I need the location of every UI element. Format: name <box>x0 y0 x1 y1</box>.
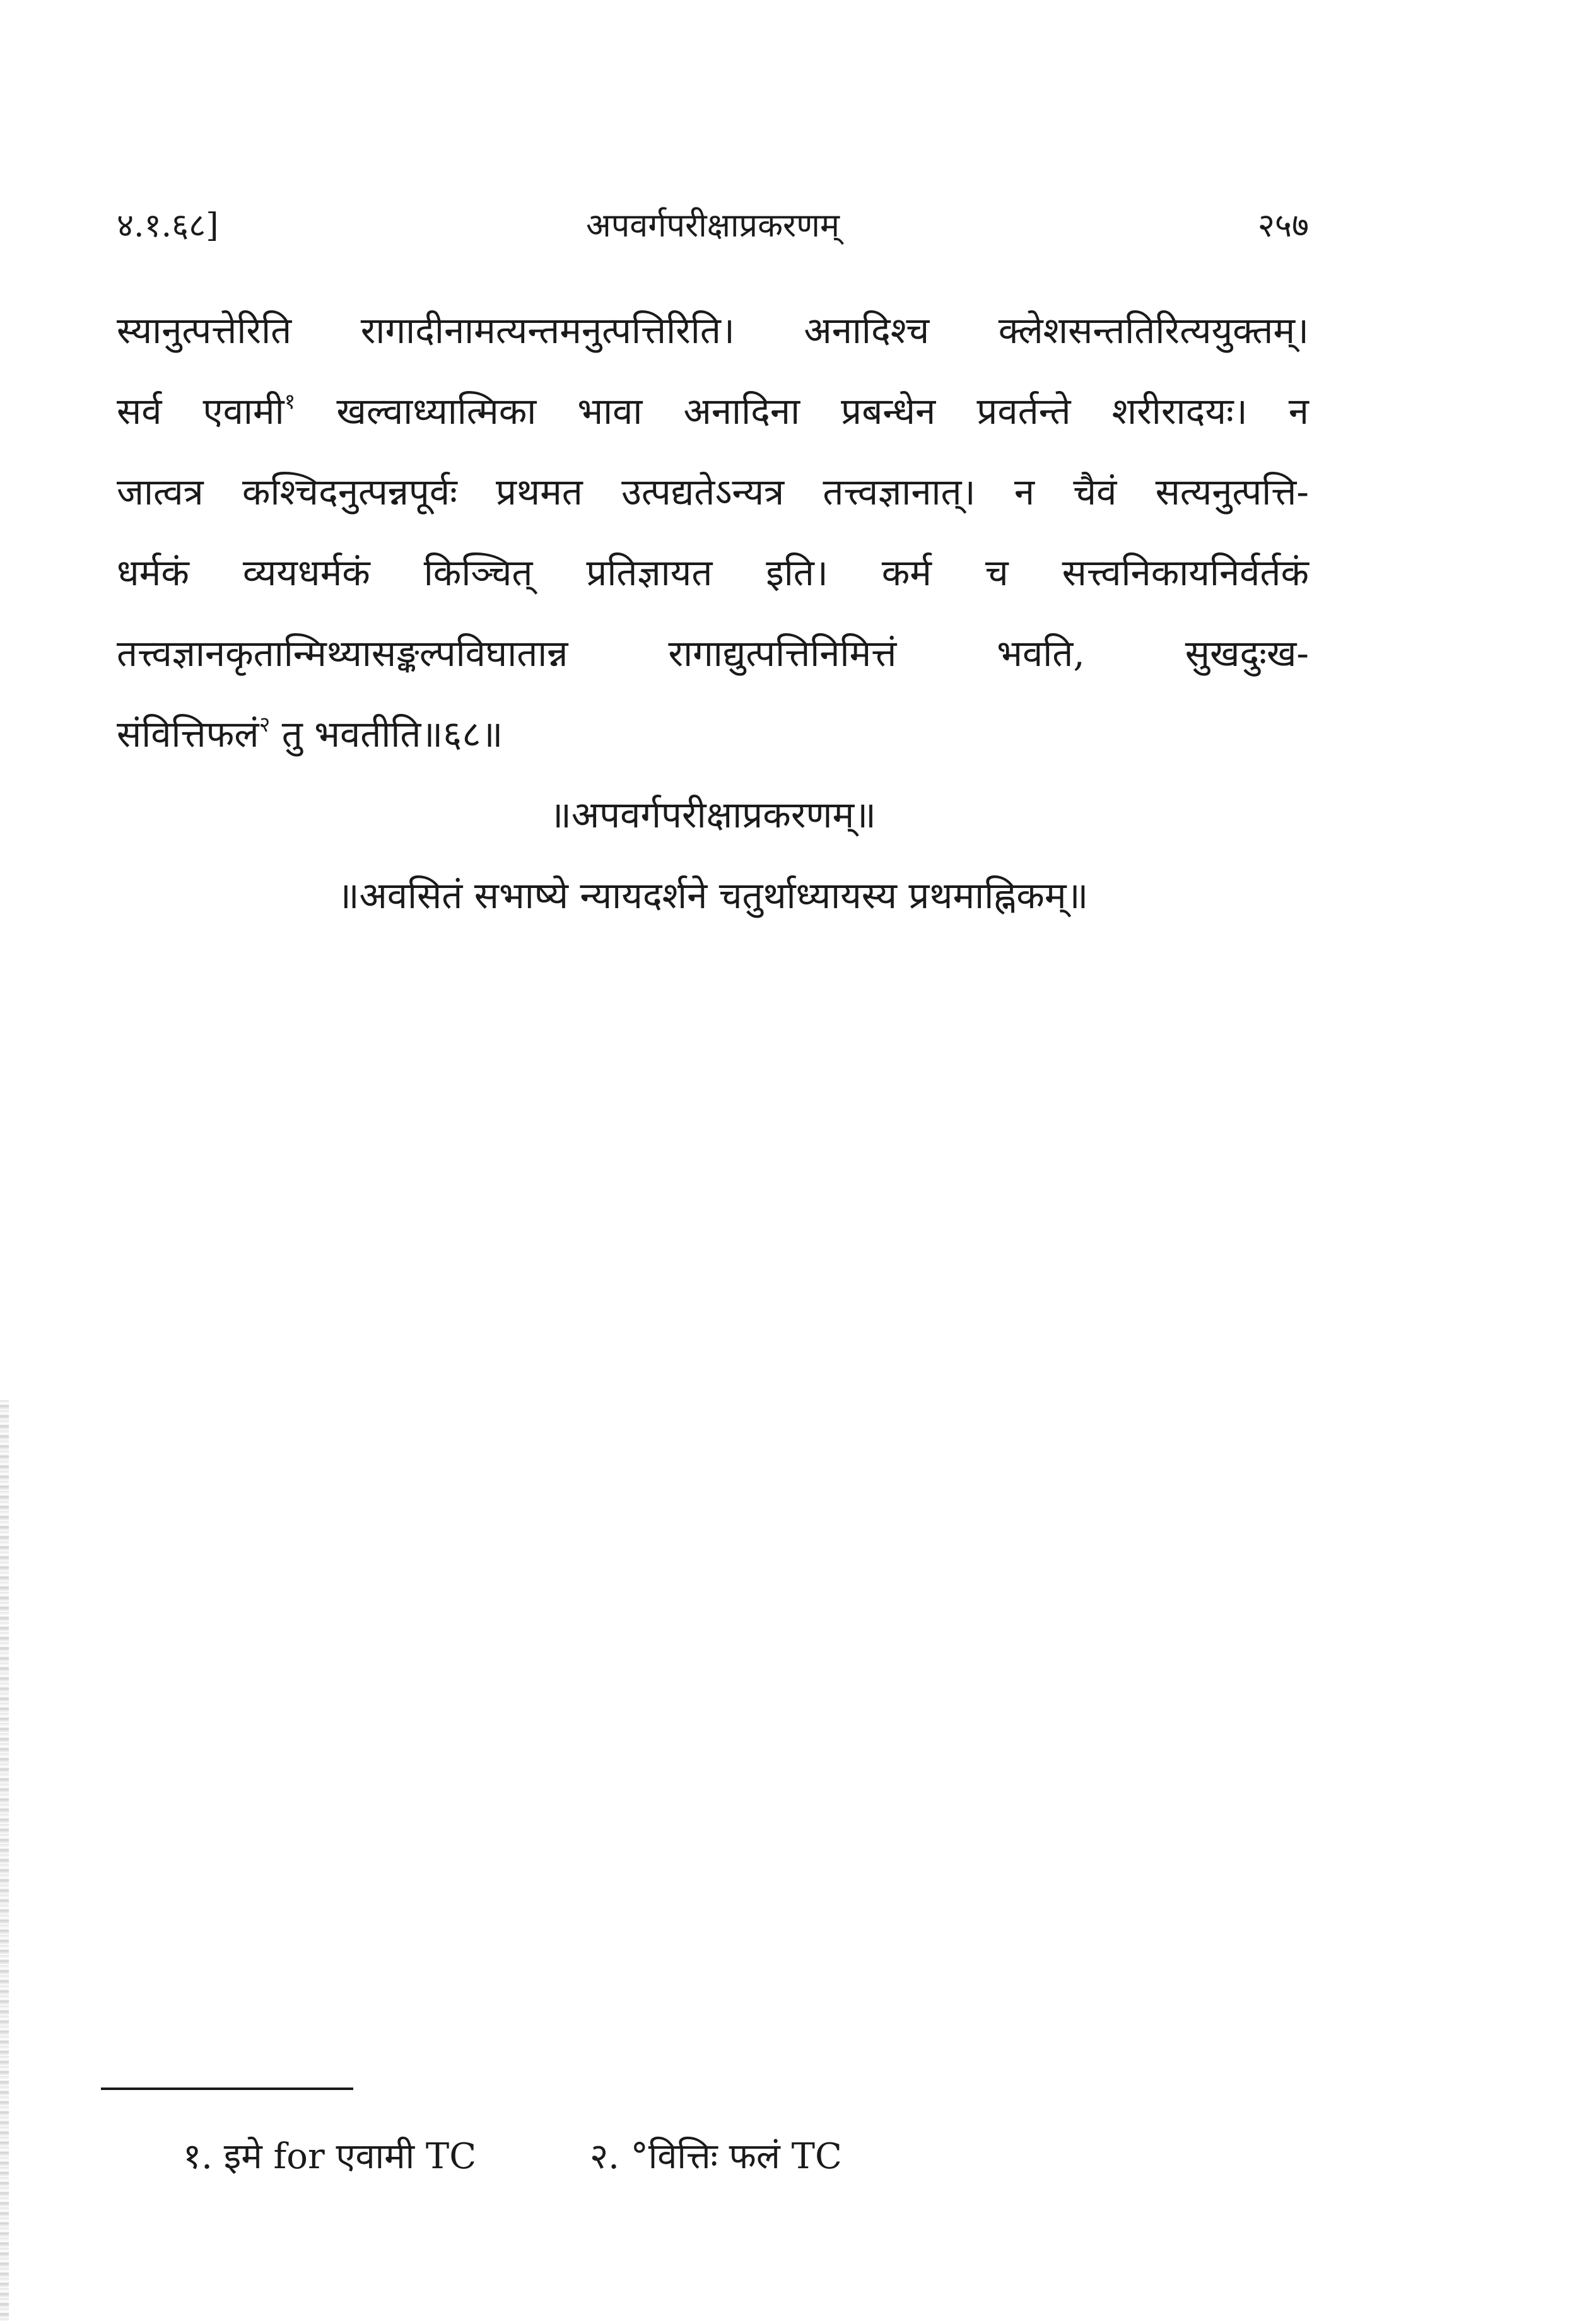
text-line-6-start: संवित्तिफलं <box>117 713 259 756</box>
verse-reference: ४.१.६८] <box>117 207 219 245</box>
chapter-end-title: ॥अवसितं सभाष्ये न्यायदर्शने चतुर्थाध्यायस्य प्रथमाह्निकम्॥ <box>337 874 1089 917</box>
text-line-6-end: तु भवतीति॥६८॥ <box>270 713 503 756</box>
scan-edge-artifact <box>0 1400 9 2321</box>
running-header <box>117 201 1309 251</box>
footnotes <box>183 2132 842 2182</box>
text-line-5: तत्त्वज्ञानकृतान्मिथ्यासङ्कल्पविघातान्न रागाद्युत्पत्तिनिमित्तं भवति, सुखदुःख- <box>117 632 1309 675</box>
footnote-marker-1: १ <box>284 388 296 414</box>
text-line-4: धर्मकं व्ययधर्मकं किञ्चित् प्रतिज्ञायत इति। कर्म च सत्त्वनिकायनिर्वर्तकं <box>117 551 1309 594</box>
footnote-1: १. इमे for एवामी TC <box>183 2136 477 2177</box>
text-line-2 <box>117 371 1309 452</box>
text-line-2-start: सर्व एवामी <box>117 390 284 433</box>
text-line-3: जात्वत्र कश्चिदनुत्पन्नपूर्वः प्रथमत उत्पद्यतेऽन्यत्र तत्त्वज्ञानात्। न चैवं सत्यनुत्पत्ति- <box>117 470 1309 513</box>
text-line-2-end: खल्वाध्यात्मिका भावा अनादिना प्रबन्धेन प्रवर्तन्ते शरीरादयः। न <box>295 390 1309 433</box>
running-title: अपवर्गपरीक्षाप्रकरणम् <box>586 207 840 245</box>
footnote-2: २. °वित्तिः फलं TC <box>590 2136 842 2177</box>
text-line-6 <box>117 694 1309 774</box>
text-line-1: स्यानुत्पत्तेरिति रागादीनामत्यन्तमनुत्पत्तिरिति। अनादिश्च क्लेशसन्ततिरित्ययुक्तम्। <box>117 309 1309 352</box>
page-number: २५७ <box>1257 207 1309 245</box>
footnote-separator <box>101 2088 353 2090</box>
footnote-marker-2: २ <box>259 711 271 737</box>
main-text <box>117 290 1309 936</box>
section-end-title: ॥अपवर्गपरीक्षाप्रकरणम्॥ <box>549 793 876 836</box>
